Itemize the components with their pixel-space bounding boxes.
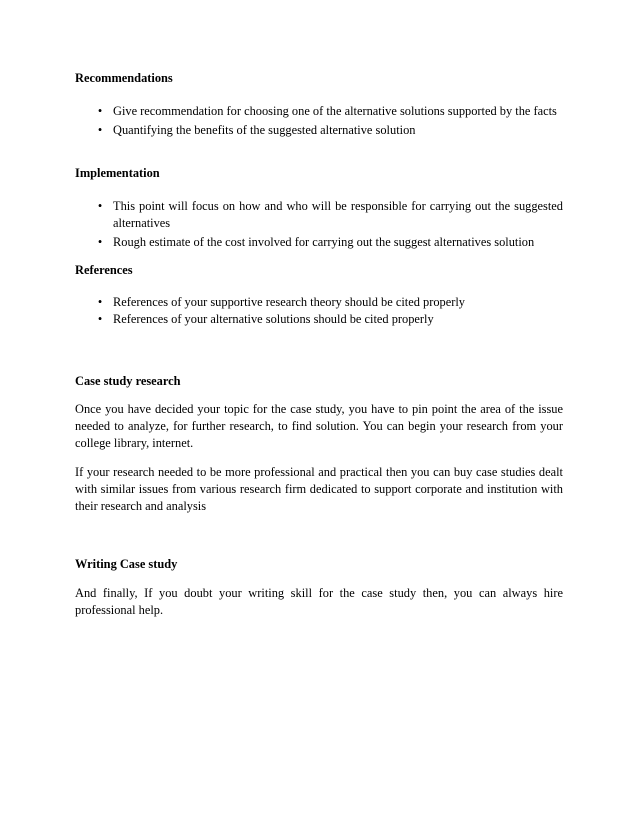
references-heading: References bbox=[75, 263, 133, 277]
list-item bbox=[75, 198, 563, 232]
case-study-research-paragraph: If your research needed to be more professional and practical then you can buy case studies dealt with similar issues from various research firm dedicated to support corporate and institution with their research and analysis bbox=[75, 465, 563, 513]
list-item-text: References of your alternative solutions should be cited properly bbox=[113, 312, 434, 326]
bullet-icon: • bbox=[97, 104, 103, 118]
implementation-heading: Implementation bbox=[75, 166, 160, 180]
list-item bbox=[75, 294, 563, 311]
case-study-research-paragraph: Once you have decided your topic for the case study, you have to pin point the area of the issue needed to analyze, for further research, to find solution. You can begin your research from your college library, internet. bbox=[75, 402, 563, 450]
list-item bbox=[75, 122, 563, 139]
implementation-list bbox=[75, 198, 563, 251]
list-item-text: Quantifying the benefits of the suggested alternative solution bbox=[113, 123, 416, 137]
bullet-icon: • bbox=[97, 235, 103, 249]
document-content bbox=[75, 70, 563, 619]
writing-case-study-heading: Writing Case study bbox=[75, 557, 178, 571]
list-item-text: References of your supportive research theory should be cited properly bbox=[113, 295, 465, 309]
bullet-icon: • bbox=[97, 199, 103, 213]
recommendations-list bbox=[75, 103, 563, 139]
list-item-text: Rough estimate of the cost involved for carrying out the suggest alternatives solution bbox=[113, 235, 535, 249]
writing-case-study-paragraph: And finally, If you doubt your writing skill for the case study then, you can always hire professional help. bbox=[75, 586, 563, 617]
bullet-icon: • bbox=[97, 295, 103, 309]
case-study-research-heading: Case study research bbox=[75, 374, 181, 388]
list-item-text: Give recommendation for choosing one of the alternative solutions supported by the facts bbox=[113, 104, 557, 118]
references-list bbox=[75, 294, 563, 328]
list-item bbox=[75, 311, 563, 328]
list-item bbox=[75, 234, 563, 251]
recommendations-heading: Recommendations bbox=[75, 71, 173, 85]
bullet-icon: • bbox=[97, 312, 103, 326]
bullet-icon: • bbox=[97, 123, 103, 137]
list-item-text: This point will focus on how and who will be responsible for carrying out the suggested alternatives bbox=[113, 199, 563, 230]
list-item bbox=[75, 103, 563, 120]
